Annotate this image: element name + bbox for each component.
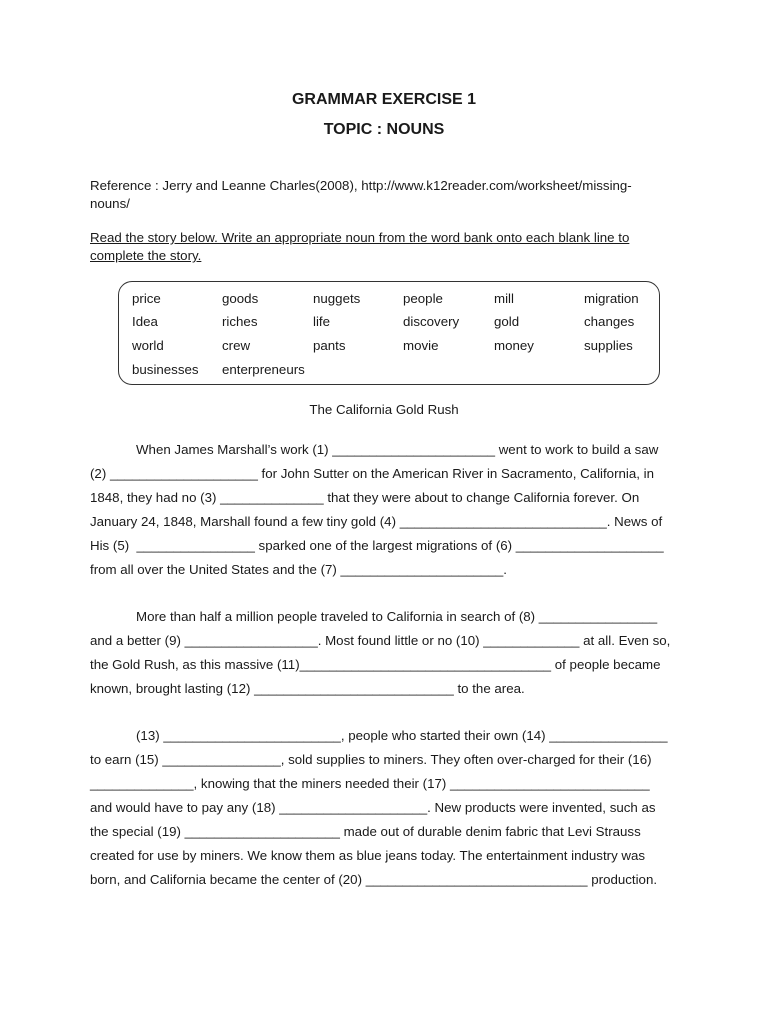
- word-bank-word: life: [313, 314, 330, 329]
- story-line: known, brought lasting (12) ___________________________ to the area.: [90, 681, 525, 696]
- word-bank: [118, 281, 660, 385]
- reference-text: Reference : Jerry and Leanne Charles(2008), http://www.k12reader.com/worksheet/missing-nouns/: [90, 178, 632, 211]
- word-bank-word: riches: [222, 314, 258, 329]
- word-bank-word: crew: [222, 338, 251, 353]
- story-line: the special (19) _____________________ made out of durable denim fabric that Levi Strauss: [90, 824, 641, 839]
- story-line: ______________, knowing that the miners needed their (17) ___________________________: [90, 776, 650, 791]
- story-line: the Gold Rush, as this massive (11)__________________________________ of people became: [90, 657, 661, 672]
- story-line: (13) ________________________, people who started their own (14) ________________: [136, 728, 668, 743]
- story-line: When James Marshall’s work (1) ______________________ went to work to build a saw: [136, 442, 659, 457]
- word-bank-word: gold: [494, 314, 520, 329]
- word-bank-word: mill: [494, 291, 514, 306]
- word-bank-word: supplies: [584, 338, 633, 353]
- story-line: born, and California became the center of (20) ______________________________ production.: [90, 872, 658, 887]
- story-line: (2) ____________________ for John Sutter on the American River in Sacramento, California, in: [90, 466, 654, 481]
- word-bank-word: money: [494, 338, 534, 353]
- story-line: 1848, they had no (3) ______________ that they were about to change California forever. On: [90, 490, 640, 505]
- word-bank-word: people: [403, 291, 443, 306]
- story-line: January 24, 1848, Marshall found a few tiny gold (4) ____________________________. News of: [90, 514, 663, 529]
- story-line: created for use by miners. We know them as blue jeans today. The entertainment industry was: [90, 848, 646, 863]
- word-bank-word: pants: [313, 338, 346, 353]
- word-bank-word: Idea: [132, 314, 158, 329]
- instructions-text: Read the story below. Write an appropriate noun from the word bank onto each blank line to complete the story.: [90, 230, 630, 263]
- story-line: to earn (15) ________________, sold supplies to miners. They often over-charged for their (16): [90, 752, 652, 767]
- story-line: from all over the United States and the (7) ______________________.: [90, 562, 507, 577]
- topic-title: TOPIC : NOUNS: [323, 121, 445, 138]
- word-bank-word: changes: [584, 314, 635, 329]
- page-title: GRAMMAR EXERCISE 1: [291, 91, 477, 108]
- word-bank-word: price: [132, 291, 161, 306]
- word-bank-word: nuggets: [313, 291, 361, 306]
- story-title: The California Gold Rush: [309, 402, 459, 417]
- word-bank-word: migration: [584, 291, 639, 306]
- word-bank-word: businesses: [132, 362, 199, 377]
- word-bank-word: goods: [222, 291, 259, 306]
- story-line: and a better (9) __________________. Most found little or no (10) _____________ at all. Even so,: [90, 633, 671, 648]
- word-bank-word: enterpreneurs: [222, 362, 305, 377]
- word-bank-word: movie: [403, 338, 439, 353]
- word-bank-word: discovery: [403, 314, 460, 329]
- word-bank-word: world: [132, 338, 164, 353]
- story-line: and would have to pay any (18) ____________________. New products were invented, such as: [90, 800, 656, 815]
- story-line: His (5) ________________ sparked one of the largest migrations of (6) ____________________: [90, 538, 664, 553]
- story-line: More than half a million people traveled to California in search of (8) ________________: [136, 609, 658, 624]
